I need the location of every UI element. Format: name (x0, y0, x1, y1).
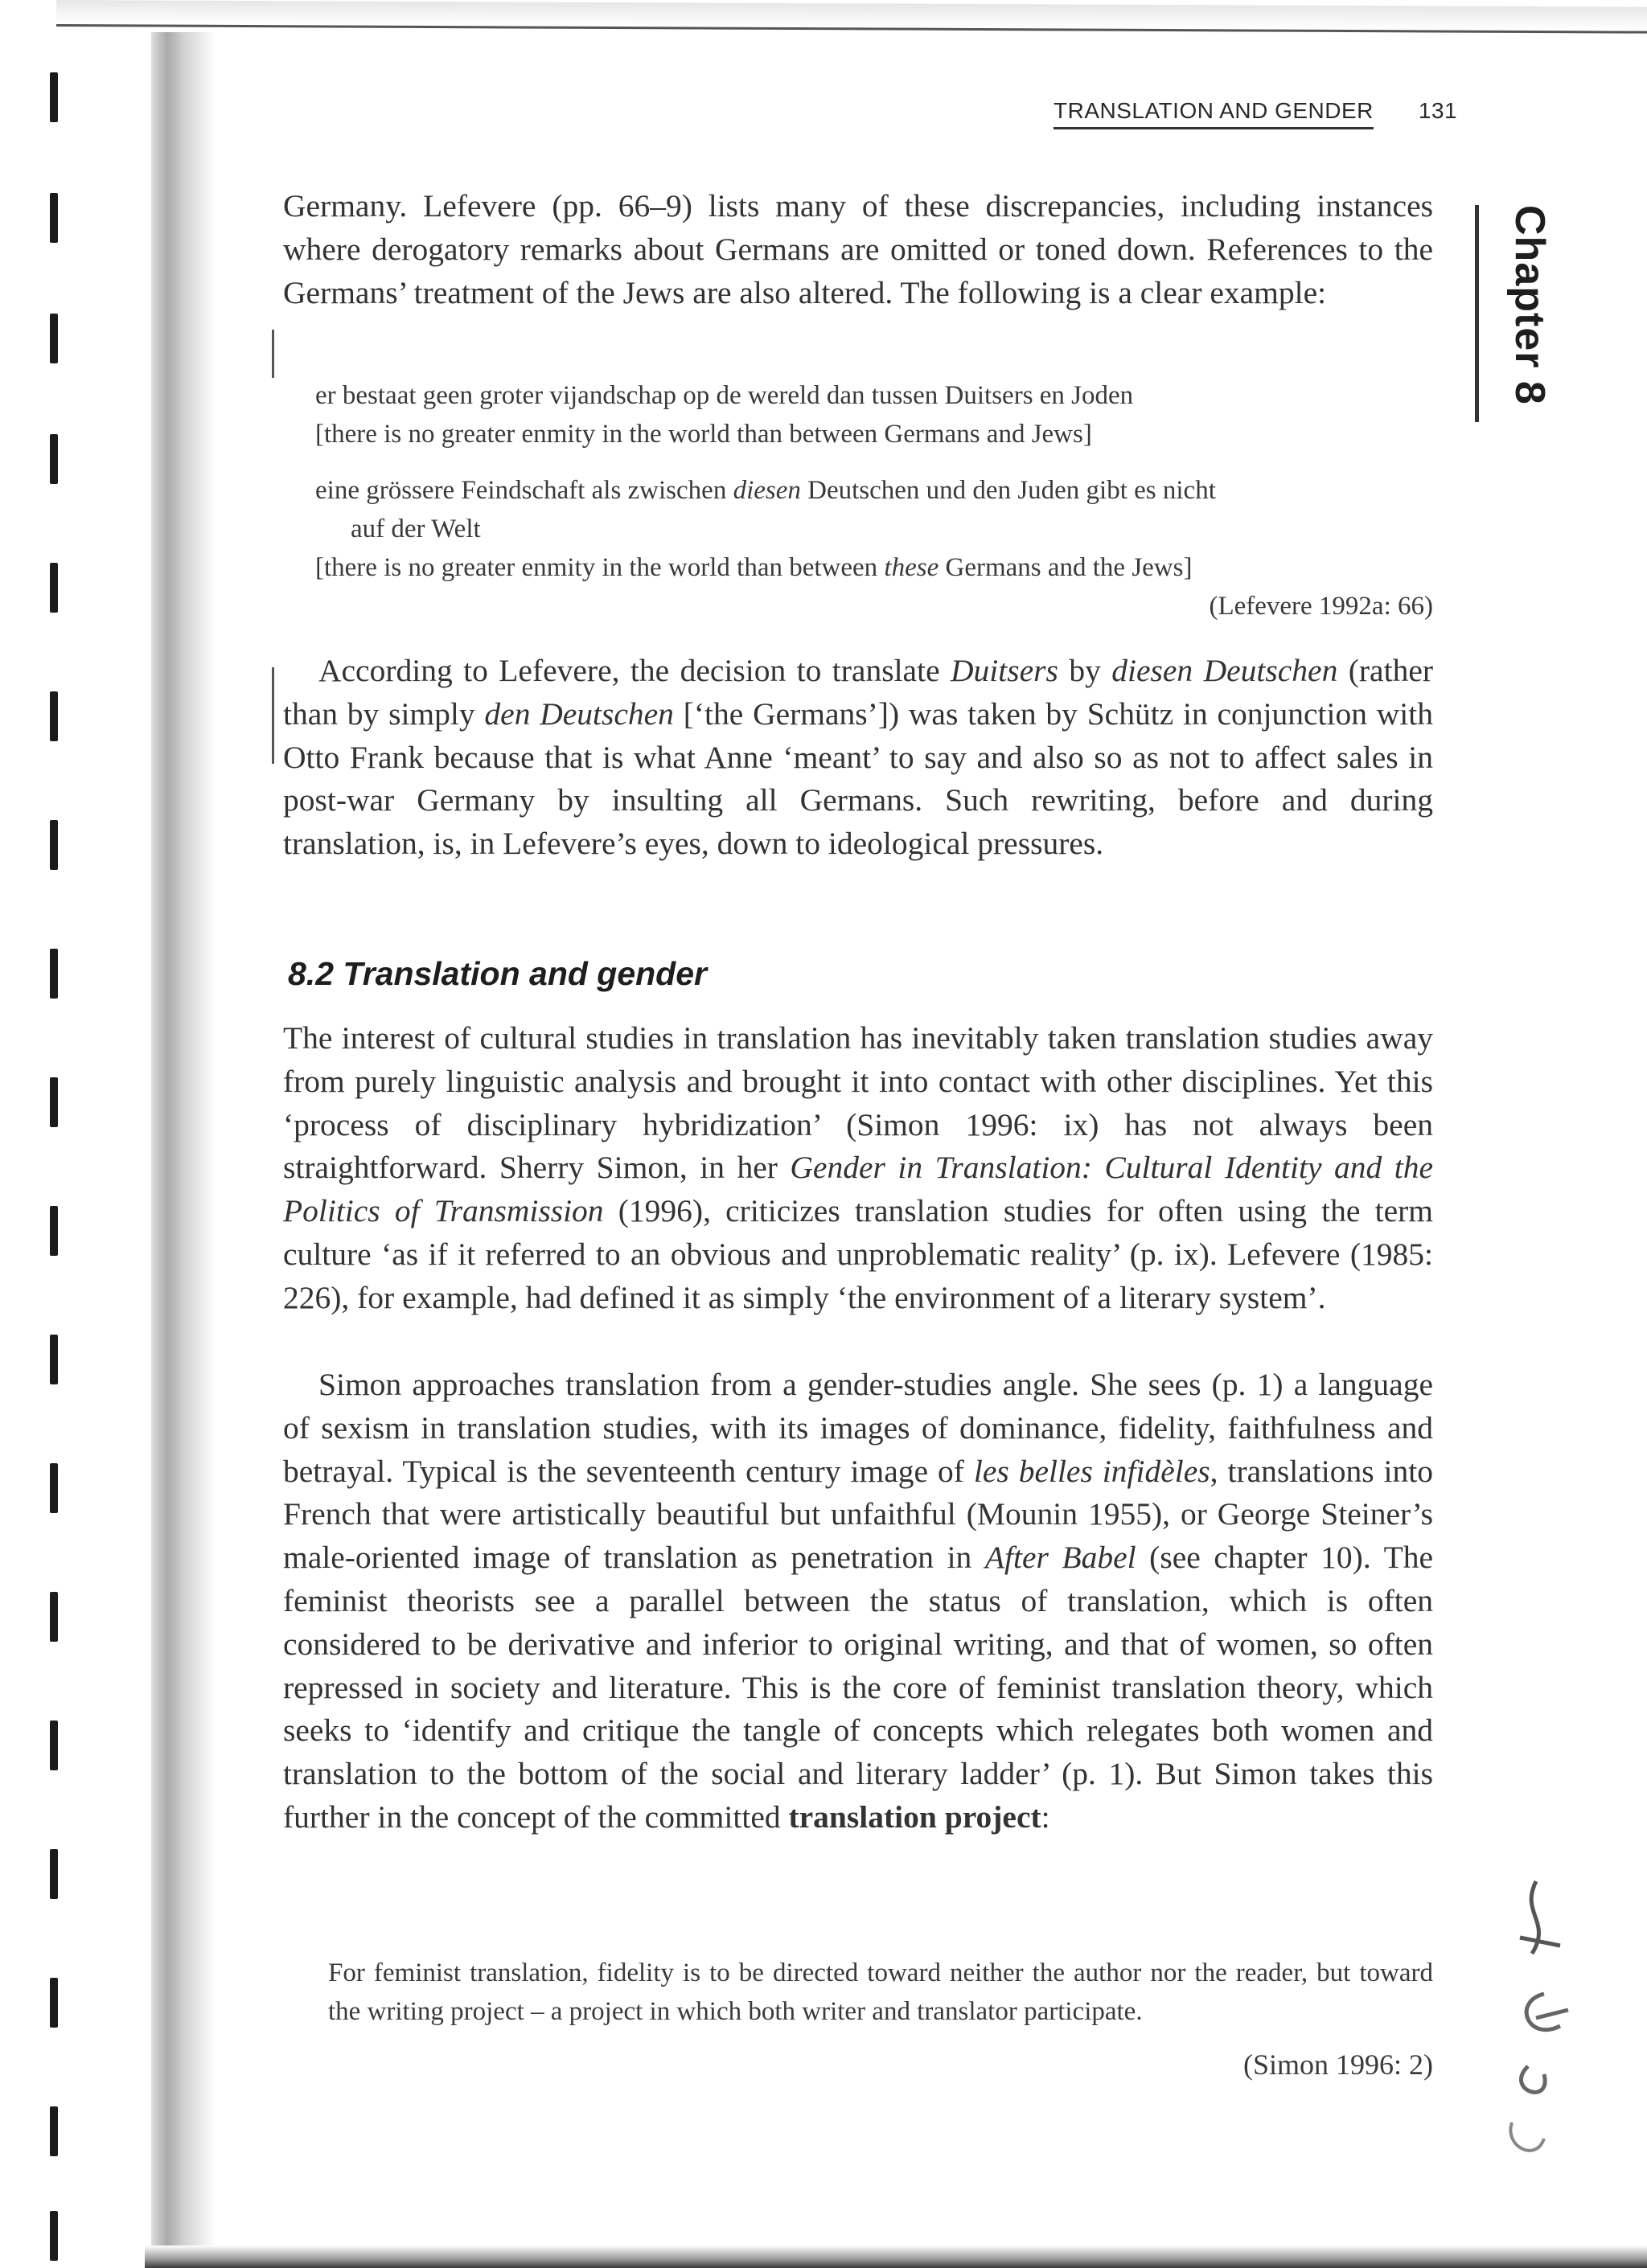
page-number: 131 (1418, 98, 1458, 123)
page-bottom-edge (145, 2245, 1647, 2268)
paragraph-interest (283, 1017, 1433, 1320)
italic-term: diesen Deutschen (1111, 653, 1338, 688)
page-top-edge (56, 0, 1647, 34)
example-citation: (Lefevere 1992a: 66) (1209, 592, 1433, 621)
paragraph-intro (283, 185, 1433, 314)
chapter-side-tab (1472, 205, 1608, 430)
chapter-tab-label: Chapter 8 (1506, 205, 1553, 405)
dutch-gloss: [there is no greater enmity in the world than between Germans and Jews] (315, 420, 1092, 449)
margin-pen-mark (272, 667, 274, 764)
simon-quote-text: For feminist translation, fidelity is to be directed toward neither the author nor the reader, but toward the writing project – a project in which both writer and translator participate. (328, 1958, 1433, 2026)
german-gloss (315, 548, 1433, 587)
gloss-text: [there is no greater enmity in the world than between (315, 553, 885, 582)
paragraph-simon-text (283, 1364, 1433, 1839)
paragraph-lefevere-text (283, 650, 1433, 866)
gloss-emphasis: these (884, 553, 939, 582)
italic-term: Duitsers (951, 653, 1058, 688)
text-run: (1996), criticizes translation studies for often using the term culture ‘as if it referred to an obvious and unproblematic reality’ (p. ix). Lefevere (1985: 226), for example, had defined it as simply ‘the environment of a literary system’. (283, 1193, 1434, 1315)
paragraph-simon (283, 1364, 1433, 1839)
text-run: : (1041, 1798, 1050, 1835)
scan-left-edge (0, 0, 56, 2268)
text-run: The interest of cultural studies in translation has inevitably taken translation studies away from purely linguistic analysis and brought it into contact with other disciplines. Yet this ‘process of disciplinary hybridization’ (Simon 1996: ix) has not always been straightforward. Sherry Simon, in her (283, 1020, 1433, 1186)
italic-term: den Deutschen (484, 695, 674, 732)
gloss-text: Germans and the Jews] (939, 553, 1193, 582)
text-run: , translations into French that were artistically beautiful but unfaithful (Mounin 1955), or George Steiner’s male-oriented image of translation as penetration in (283, 1453, 1433, 1576)
simon-quote-citation: (Simon 1996: 2) (1242, 2049, 1433, 2081)
paragraph-interest-text (283, 1017, 1433, 1320)
german-translation-cont: auf der Welt (351, 515, 481, 543)
german-text: eine grössere Feindschaft als zwischen (315, 476, 733, 505)
paragraph-intro-text: Germany. Lefevere (pp. 66–9) lists many of these discrepancies, including instances where derogatory remarks about Germans are omitted or toned down. References to the Germans’ treatment of the Jews are also altered. The following is a clear example: (283, 188, 1433, 310)
text-run: Simon approaches translation from a gender-studies angle. She sees (p. 1) a language of sexism in translation studies, with its images of dominance, fidelity, faithfulness and betrayal. Typical is the seventeenth century image of (283, 1367, 1433, 1489)
text-run: (rather than by simply (283, 653, 1434, 732)
text-run: According to Lefevere, the decision to translate (318, 653, 951, 688)
german-text: Deutschen und den Juden gibt es nicht (800, 476, 1216, 505)
text-run: by (1058, 653, 1112, 688)
book-title: Gender in Translation: Cultural Identity and the Politics of Transmission (283, 1150, 1433, 1229)
german-emphasis: diesen (733, 476, 801, 505)
margin-pen-mark (272, 330, 274, 378)
chapter-tab-rule (1475, 205, 1479, 422)
simon-quote (328, 1954, 1433, 2084)
italic-term: les belles infidèles (973, 1453, 1210, 1489)
book-title: After Babel (984, 1540, 1136, 1576)
text-run: [‘the Germans’]) was taken by Schütz in conjunction with Otto Frank because that is what Anne ‘meant’ to say and also so as not to affect sales in post-war Germany by insulting all Germans. Such rewriting, before and during translation, is, in Lefevere’s eyes, down to ideological pressures. (283, 695, 1433, 862)
german-translation (315, 471, 1433, 510)
binding-marks (50, 72, 61, 2268)
key-term: translation project (788, 1798, 1041, 1835)
example-quote (315, 376, 1433, 625)
book-spine-shadow (151, 32, 216, 2268)
text-run: (see chapter 10). The feminist theorists see a parallel between the status of translation, which is often considered to be derivative and inferior to original writing, and that of women, so often repressed in society and literature. This is the core of feminist translation theory, which seeks to ‘identify and critique the tangle of concepts which relegates both women and translation to the bottom of the social and literary ladder’ (p. 1). But Simon takes this further in the concept of the committed (283, 1540, 1433, 1835)
running-head-title: TRANSLATION AND GENDER (1054, 98, 1374, 129)
handwritten-annotation (1488, 1865, 1600, 2171)
running-head (1054, 98, 1457, 138)
paragraph-lefevere (283, 650, 1433, 866)
section-heading: 8.2 Translation and gender (288, 955, 707, 992)
dutch-original: er bestaat geen groter vijandschap op de wereld dan tussen Duitsers en Joden (315, 381, 1134, 410)
